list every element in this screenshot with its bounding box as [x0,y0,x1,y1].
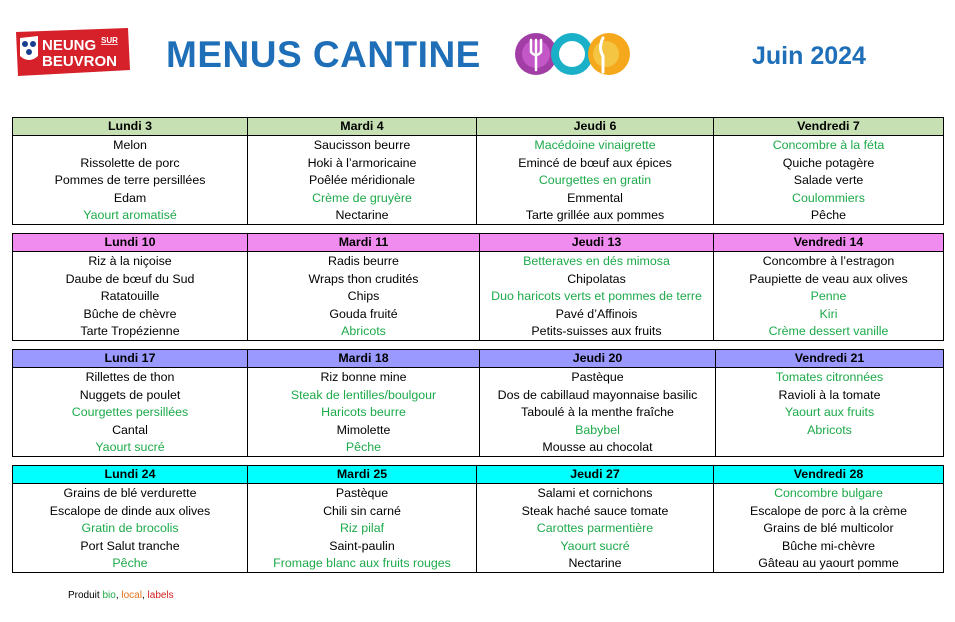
day-header: Vendredi 14 [714,234,944,252]
day-header: Lundi 3 [13,118,248,136]
menu-item: Yaourt aromatisé [83,207,177,222]
menu-item: Taboulé à la menthe fraîche [521,405,674,420]
menu-item: Hoki à l’armoricaine [307,155,417,170]
menu-item: Tomates citronnées [775,370,884,385]
day-header: Lundi 24 [13,466,248,484]
town-logo [12,26,132,78]
menu-item: Emmental [567,190,623,205]
menu-item: Paupiette de veau aux olives [749,271,908,286]
menu-month: Juin 2024 [752,42,866,70]
menu-item: Wraps thon crudités [308,271,419,286]
product-legend [68,590,174,601]
menu-item: Macédoine vinaigrette [534,138,656,153]
week-header-row [13,350,944,368]
menu-item: Tarte Tropézienne [80,323,180,338]
menu-item: Dos de cabillaud mayonnaise basilic [497,387,698,402]
menu-item: Concombre bulgare [774,486,883,501]
menu-item: Pastèque [571,370,624,385]
week-header-row [13,234,944,252]
menu-item: Courgettes persillées [71,405,189,420]
menu-item: Ratatouille [100,289,160,304]
tableware-icon [514,30,632,78]
coat-of-arms-icon [20,36,38,60]
day-header: Jeudi 20 [480,350,716,368]
menu-item: Bûche de chèvre [83,306,177,321]
menu-item: Pêche [810,207,847,222]
menu-item: Saint-paulin [329,538,395,553]
day-header: Jeudi 13 [480,234,714,252]
menu-item: Chipolatas [567,271,626,286]
week-menu-table [12,349,944,457]
menu-item: Rissolette de porc [80,155,180,170]
menu-item: Emincé de bœuf aux épices [518,155,672,170]
menu-item: Carottes parmentière [536,521,654,536]
menu-item: Pêche [345,439,382,454]
menu-item: Abricots [807,422,852,437]
menu-item: Edam [113,190,147,205]
legend-separator: , [115,590,122,601]
menu-item: Nectarine [335,207,389,222]
menu-item: Port Salut tranche [80,538,180,553]
menu-item: Kiri [819,306,838,321]
menu-item: Babybel [575,422,620,437]
legend-separator: , [141,590,148,601]
menu-item: Petits-suisses aux fruits [531,323,662,338]
menu-item: Salami et cornichons [537,486,653,501]
legend-bio: bio [102,590,116,601]
menu-item: Gouda fruité [329,306,398,321]
menu-item: Haricots beurre [321,405,406,420]
day-menu [714,484,944,573]
day-header: Jeudi 6 [477,118,714,136]
day-menu [716,368,944,457]
day-header: Mardi 4 [248,118,477,136]
day-menu [480,252,714,341]
svg-text:BEUVRON: BEUVRON [42,53,118,70]
menu-item: Concombre à l’estragon [762,254,895,269]
svg-text:SUR: SUR [101,36,118,45]
menu-item: Chili sin carné [323,503,401,518]
menu-item: Crème de gruyère [312,190,412,205]
week-menu-table [12,465,944,573]
menu-item: Rillettes de thon [85,370,175,385]
menu-item: Pêche [112,555,148,570]
legend-labels: labels [147,590,174,601]
day-header: Mardi 11 [248,234,480,252]
menu-item: Grains de blé verdurette [63,486,197,501]
menu-item: Gratin de brocolis [81,521,179,536]
day-header: Lundi 10 [13,234,248,252]
menu-item: Mousse au chocolat [542,439,653,454]
legend-local: local [121,590,142,601]
menu-item: Nuggets de poulet [79,387,181,402]
menu-item: Daube de bœuf du Sud [65,271,195,286]
day-menu [13,484,248,573]
menu-item: Courgettes en gratin [538,173,652,188]
menu-item: Yaourt sucré [560,538,630,553]
day-menu [13,368,248,457]
menu-item: Betteraves en dés mimosa [523,254,670,269]
menu-item: Fromage blanc aux fruits rouges [273,555,451,570]
day-menu [477,136,714,225]
menu-item: Grains de blé multicolor [763,521,894,536]
day-menu [248,368,480,457]
day-menu [248,252,480,341]
menu-item: Ravioli à la tomate [778,387,881,402]
menu-item: Abricots [341,323,386,338]
day-menu [13,136,248,225]
menu-item: Coulommiers [792,190,865,205]
menu-item: Bûche mi-chèvre [782,538,875,553]
menu-item: Concombre à la féta [772,138,885,153]
day-header: Lundi 17 [13,350,248,368]
day-menu [480,368,716,457]
menu-item: Gâteau au yaourt pomme [758,555,899,570]
day-header: Vendredi 7 [714,118,944,136]
day-header: Vendredi 28 [714,466,944,484]
menu-item: Pavé d’Affinois [555,306,638,321]
menu-item: Poêlée méridionale [308,173,416,188]
menu-item: Duo haricots verts et pommes de terre [491,289,702,304]
menu-item: Yaourt sucré [95,439,165,454]
menu-item: Tarte grillée aux pommes [525,207,665,222]
menu-item: Riz à la niçoise [88,254,172,269]
svg-text:NEUNG: NEUNG [42,37,97,54]
day-menu [714,136,944,225]
menu-item: Escalope de dinde aux olives [49,503,211,518]
week-header-row [13,118,944,136]
menu-item: Quiche potagère [782,155,875,170]
day-header: Mardi 25 [248,466,477,484]
menu-item: Riz bonne mine [320,370,407,385]
menu-item: Cantal [112,422,148,437]
menu-item: Pommes de terre persillées [54,173,206,188]
week-menu-table [12,117,944,225]
day-menu [714,252,944,341]
menu-item: Steak haché sauce tomate [521,503,669,518]
menu-item: Penne [810,289,847,304]
menu-item: Salade verte [793,173,864,188]
menu-item: Yaourt aux fruits [784,405,875,420]
day-header: Vendredi 21 [716,350,944,368]
week-menu-table [12,233,944,341]
menu-item: Saucisson beurre [313,138,411,153]
menu-item: Chips [347,289,380,304]
menu-item: Nectarine [568,555,622,570]
menu-item: Escalope de porc à la crème [749,503,908,518]
menu-item: Melon [113,138,147,153]
day-header: Mardi 18 [248,350,480,368]
menu-item: Pastèque [335,486,389,501]
menu-item: Steak de lentilles/boulgour [290,387,437,402]
day-menu [13,252,248,341]
week-header-row [13,466,944,484]
day-menu [248,484,477,573]
day-header: Jeudi 27 [477,466,714,484]
day-menu [248,136,477,225]
menu-item: Mimolette [336,422,391,437]
page-title: MENUS CANTINE [166,34,481,75]
menu-item: Riz pilaf [339,521,385,536]
menu-item: Radis beurre [328,254,399,269]
legend-prefix: Produit [68,590,103,601]
menu-item: Crème dessert vanille [768,323,889,338]
day-menu [477,484,714,573]
